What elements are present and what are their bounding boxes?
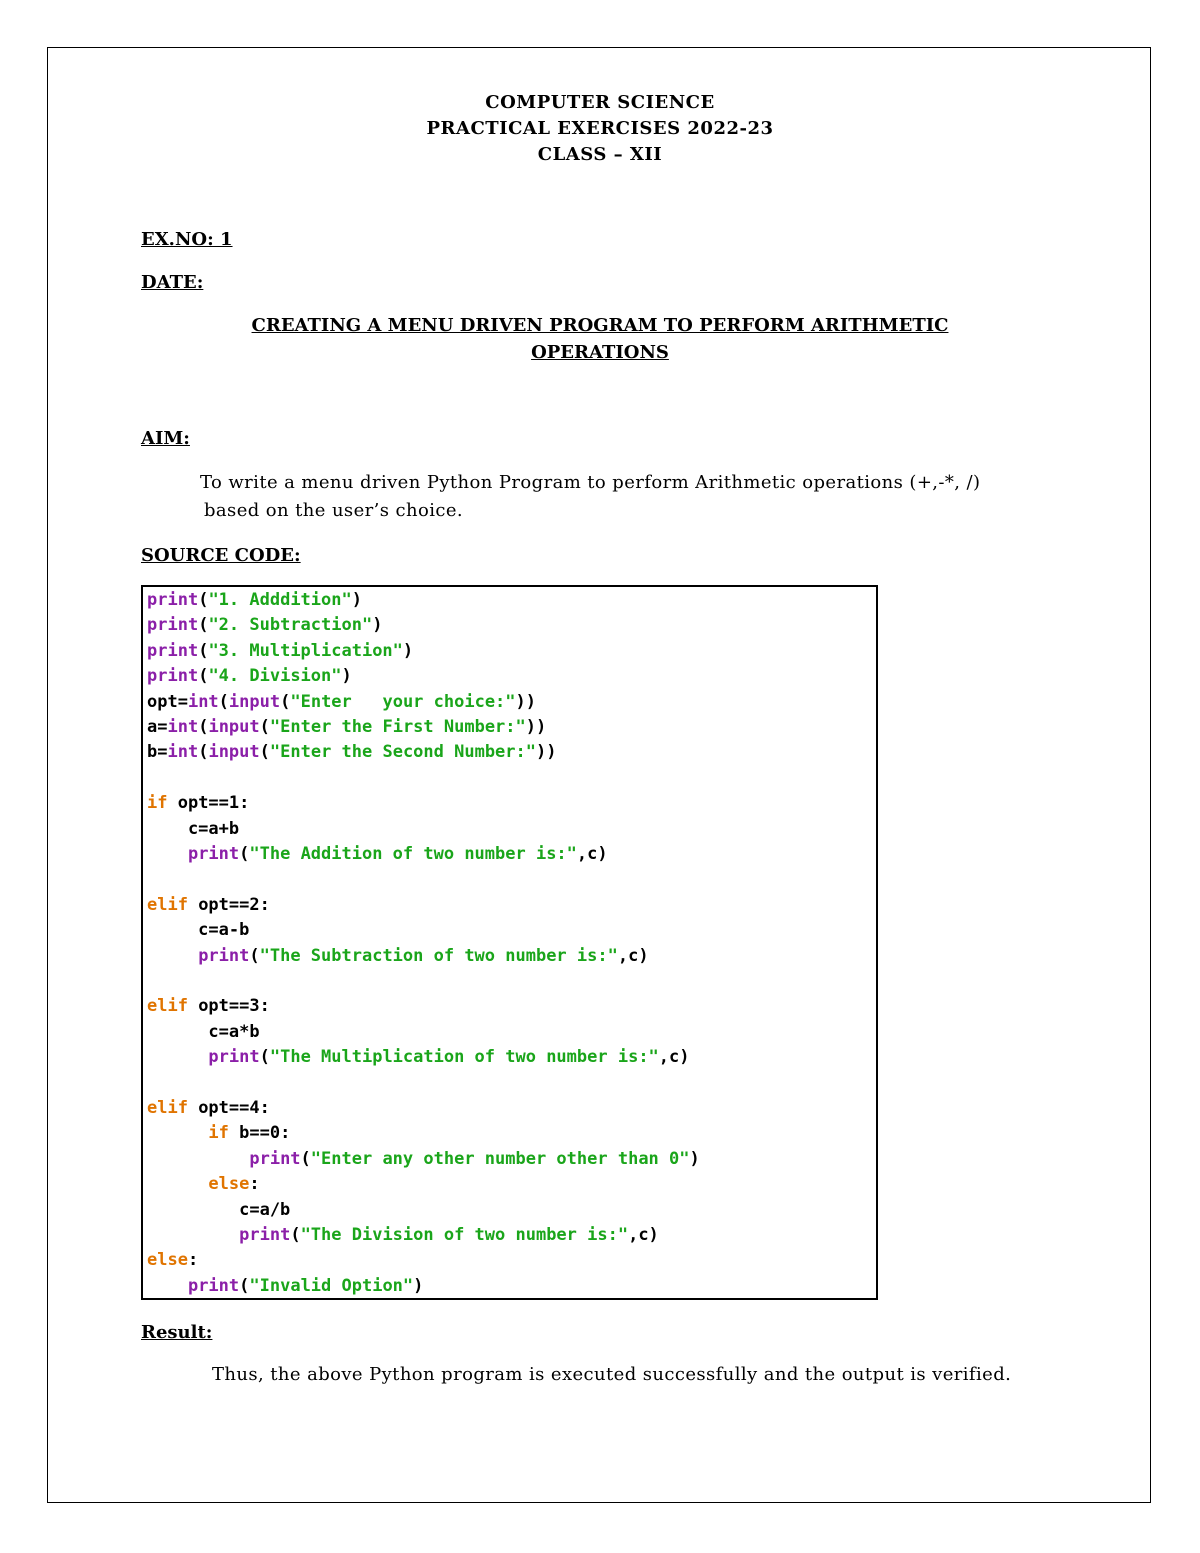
- date-label: DATE:: [141, 272, 204, 293]
- exercise-title-line2: OPERATIONS: [531, 342, 669, 363]
- code-token: (: [198, 742, 209, 763]
- code-token: print: [187, 844, 240, 864]
- code-token: print: [239, 1225, 291, 1245]
- code-token: ): [689, 1148, 700, 1169]
- code-token: c=a-b: [147, 920, 250, 941]
- code-token: "2. Subtraction": [208, 615, 373, 636]
- code-token: if: [208, 1123, 229, 1144]
- code-token: elif: [147, 1098, 188, 1118]
- code-token: (: [198, 640, 209, 661]
- code-token: (: [239, 844, 250, 864]
- code-token: print: [147, 590, 199, 610]
- code-token: print: [147, 615, 199, 636]
- code-token: "The Multiplication of two number is:": [269, 1047, 659, 1068]
- code-line: [147, 666, 352, 686]
- subject-heading: COMPUTER SCIENCE: [485, 92, 715, 113]
- code-token: [147, 1149, 249, 1169]
- code-token: (: [218, 691, 229, 712]
- code-token: print: [147, 640, 199, 661]
- code-token: print: [208, 1047, 260, 1068]
- code-token: :: [249, 1174, 260, 1195]
- code-line: [147, 996, 270, 1016]
- code-token: )): [525, 717, 547, 737]
- code-token: else: [147, 1250, 188, 1271]
- code-line: [147, 946, 649, 966]
- code-line: [147, 717, 546, 737]
- code-line: [147, 1276, 423, 1296]
- code-token: input: [208, 717, 260, 737]
- code-token: opt=: [147, 691, 188, 712]
- code-token: c=a*b: [147, 1021, 260, 1042]
- code-token: [147, 1225, 239, 1245]
- code-token: a=: [147, 717, 168, 737]
- code-token: input: [208, 742, 260, 763]
- code-token: "Enter the First Number:": [269, 717, 526, 737]
- exercises-heading: PRACTICAL EXERCISES 2022-23: [426, 118, 774, 139]
- code-line: [147, 1022, 260, 1042]
- code-token: (: [259, 717, 270, 737]
- code-token: (: [198, 590, 209, 610]
- code-token: (: [290, 1225, 301, 1245]
- code-token: [147, 1174, 208, 1194]
- aim-label: AIM:: [141, 428, 190, 449]
- exercise-title-line1: CREATING A MENU DRIVEN PROGRAM TO PERFORM ARITHMETIC: [251, 315, 949, 336]
- code-token: "4. Division": [208, 666, 342, 687]
- code-token: ): [413, 1275, 424, 1296]
- code-line: [147, 844, 608, 864]
- code-line: [147, 819, 239, 839]
- code-line: [147, 1250, 198, 1270]
- code-token: else: [208, 1174, 250, 1195]
- code-token: "Invalid Option": [249, 1275, 414, 1296]
- code-line: [147, 590, 362, 610]
- code-token: opt==1:: [167, 793, 250, 814]
- code-token: ): [372, 615, 383, 636]
- code-token: input: [228, 691, 281, 712]
- code-token: b==0:: [228, 1123, 291, 1144]
- code-token: b=: [147, 742, 168, 763]
- code-token: (: [259, 1047, 270, 1068]
- source-code-label: SOURCE CODE:: [141, 545, 301, 566]
- code-token: "The Addition of two number is:": [249, 844, 577, 864]
- code-line: [147, 1225, 659, 1245]
- code-token: [147, 1047, 208, 1067]
- code-token: elif: [147, 894, 188, 915]
- code-line: [147, 641, 413, 661]
- code-token: if: [147, 793, 168, 814]
- code-line: [147, 1200, 290, 1220]
- code-line: [147, 895, 270, 915]
- code-token: ): [351, 590, 362, 610]
- code-token: [147, 946, 198, 966]
- code-line: [147, 742, 556, 762]
- code-token: )): [515, 691, 537, 712]
- code-token: "Enter any other number other than 0": [310, 1148, 690, 1169]
- code-token: "Enter your choice:": [290, 691, 516, 712]
- aim-text-line1: To write a menu driven Python Program to perform Arithmetic operations (+,-*, /): [200, 472, 981, 493]
- code-token: ,c): [658, 1047, 690, 1068]
- source-code-box: [141, 585, 878, 1300]
- code-token: int: [167, 742, 199, 763]
- code-token: "The Subtraction of two number is:": [259, 945, 618, 966]
- code-token: (: [198, 717, 209, 737]
- code-token: (: [280, 691, 291, 712]
- code-token: :: [187, 1250, 199, 1271]
- code-token: print: [147, 666, 199, 687]
- code-token: (: [249, 945, 260, 966]
- code-token: (: [198, 666, 209, 687]
- result-label: Result:: [141, 1322, 213, 1343]
- code-token: ,c): [628, 1225, 659, 1245]
- code-line: [147, 793, 249, 813]
- code-token: c=a+b: [147, 818, 240, 839]
- class-heading: CLASS – XII: [537, 144, 663, 165]
- code-line: [147, 615, 382, 635]
- code-token: [147, 1276, 188, 1296]
- code-token: print: [187, 1275, 240, 1296]
- code-token: ,c): [576, 844, 608, 864]
- code-token: opt==2:: [187, 894, 270, 915]
- code-token: ): [402, 640, 414, 661]
- code-token: c=a/b: [147, 1199, 291, 1220]
- code-line: [147, 1174, 260, 1194]
- code-token: ,c): [617, 945, 649, 966]
- code-token: opt==4:: [187, 1098, 270, 1118]
- code-token: "1. Adddition": [208, 590, 352, 610]
- code-token: elif: [147, 996, 188, 1017]
- code-line: [147, 1149, 700, 1169]
- code-token: "Enter the Second Number:": [269, 742, 536, 763]
- code-line: [147, 1098, 270, 1118]
- code-token: (: [259, 742, 270, 763]
- code-token: (: [300, 1148, 311, 1169]
- aim-text-line2: based on the user’s choice.: [204, 500, 464, 521]
- result-text: Thus, the above Python program is executed successfully and the output is verified.: [212, 1364, 1012, 1385]
- code-token: "The Division of two number is:": [300, 1225, 629, 1245]
- code-token: ): [341, 666, 352, 687]
- code-line: [147, 1123, 290, 1143]
- code-token: print: [198, 945, 250, 966]
- code-line: [147, 920, 249, 940]
- code-line: [147, 692, 536, 712]
- code-token: )): [536, 742, 557, 763]
- code-token: int: [187, 691, 219, 712]
- code-token: print: [249, 1148, 301, 1169]
- code-token: [147, 844, 188, 864]
- code-token: [147, 1123, 208, 1143]
- code-line: [147, 1047, 690, 1067]
- code-token: (: [239, 1275, 250, 1296]
- exercise-number: EX.NO: 1: [141, 229, 233, 250]
- code-token: opt==3:: [187, 996, 270, 1017]
- code-token: int: [167, 717, 199, 737]
- code-token: "3. Multiplication": [208, 640, 403, 661]
- code-token: (: [198, 615, 209, 636]
